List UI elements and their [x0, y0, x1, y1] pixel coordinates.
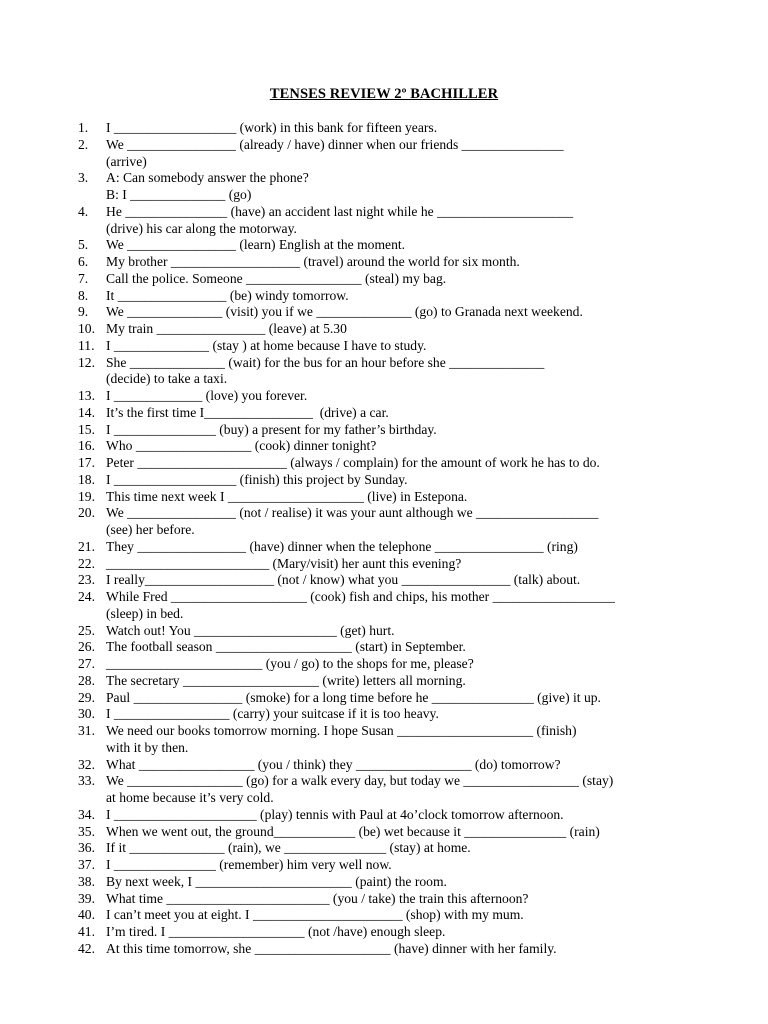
item-text: It’s the first time I________________ (drive) a car.	[106, 404, 389, 420]
item-number	[78, 740, 106, 757]
item-number: 1.	[78, 120, 89, 135]
item-number: 42.	[78, 940, 95, 956]
item-text: This time next week I ____________________ (live) in Estepona.	[106, 488, 468, 504]
exercise-item	[78, 589, 698, 606]
item-number: 41.	[78, 924, 95, 939]
item-text: What time ________________________ (you / take) the train this afternoon?	[106, 890, 529, 906]
exercise-item	[78, 271, 698, 288]
item-text: While Fred ____________________ (cook) fish and chips, his mother __________________	[106, 589, 615, 604]
exercise-item	[78, 656, 698, 673]
exercise-item-continuation	[78, 221, 698, 238]
exercise-item	[78, 472, 698, 489]
item-number: 21.	[78, 538, 95, 554]
exercise-item	[78, 254, 698, 271]
item-number	[78, 522, 106, 539]
item-number: 13.	[78, 388, 95, 403]
item-text: Who _________________ (cook) dinner tonight?	[106, 438, 377, 454]
item-text: When we went out, the ground____________ (be) wet because it _______________ (rain)	[106, 823, 600, 839]
exercise-item	[78, 489, 698, 506]
exercise-item	[78, 773, 698, 790]
item-number: 27.	[78, 656, 95, 671]
item-text: We ________________ (not / realise) it was your aunt although we __________________	[106, 505, 599, 521]
item-text: My brother ___________________ (travel) around the world for six month.	[106, 254, 520, 269]
exercise-item	[78, 907, 698, 924]
exercise-item	[78, 840, 698, 857]
item-text: at home because it’s very cold.	[106, 790, 274, 805]
item-number: 32.	[78, 756, 95, 772]
item-number: 14.	[78, 404, 95, 420]
item-number: 30.	[78, 706, 95, 722]
item-text: We need our books tomorrow morning. I hope Susan ____________________ (finish)	[106, 723, 577, 738]
item-number: 22.	[78, 555, 95, 571]
exercise-item-continuation	[78, 522, 698, 539]
item-number: 26.	[78, 639, 95, 655]
item-text: (decide) to take a taxi.	[106, 371, 228, 387]
item-number: 23.	[78, 572, 95, 588]
exercise-item-continuation	[78, 187, 698, 204]
item-number: 9.	[78, 304, 89, 320]
item-number	[78, 606, 106, 623]
item-text: A: Can somebody answer the phone?	[106, 170, 309, 186]
item-text: (drive) his car along the motorway.	[106, 220, 297, 236]
item-text: I _____________ (love) you forever.	[106, 388, 308, 403]
exercise-item-continuation	[78, 740, 698, 757]
item-number: 11.	[78, 337, 95, 353]
item-number: 38.	[78, 873, 95, 889]
item-text: If it ______________ (rain), we _______________ (stay) at home.	[106, 840, 471, 856]
item-number	[78, 187, 106, 204]
exercise-item	[78, 572, 698, 589]
exercise-item	[78, 690, 698, 707]
exercise-item	[78, 941, 698, 958]
item-text: We ________________ (learn) English at the moment.	[106, 237, 406, 253]
item-text: My train ________________ (leave) at 5.30	[106, 321, 347, 336]
exercise-item	[78, 556, 698, 573]
exercise-item	[78, 438, 698, 455]
exercise-item-continuation	[78, 371, 698, 388]
exercise-item	[78, 422, 698, 439]
item-text: I _______________ (remember) him very well now.	[106, 857, 392, 872]
item-text: Peter ______________________ (always / complain) for the amount of work he has to do.	[106, 455, 600, 470]
item-number: 36.	[78, 840, 95, 856]
item-text: B: I ______________ (go)	[106, 187, 252, 202]
item-text: I really___________________ (not / know) what you ________________ (talk) about.	[106, 572, 581, 588]
item-text: Paul ________________ (smoke) for a long time before he _______________ (give) it up.	[106, 689, 601, 705]
exercise-item	[78, 288, 698, 305]
exercise-item	[78, 639, 698, 656]
item-number: 35.	[78, 823, 95, 839]
item-text: At this time tomorrow, she ____________________ (have) dinner with her family.	[106, 940, 557, 956]
item-text: We ______________ (visit) you if we ______________ (go) to Granada next weekend.	[106, 304, 583, 320]
item-text: The football season ____________________ (start) in September.	[106, 639, 466, 655]
item-number: 34.	[78, 806, 95, 822]
exercise-item	[78, 137, 698, 154]
item-text: They ________________ (have) dinner when the telephone ________________ (ring)	[106, 538, 578, 554]
item-number: 10.	[78, 321, 95, 336]
item-text: We ________________ (already / have) dinner when our friends _______________	[106, 136, 564, 152]
exercise-item	[78, 539, 698, 556]
item-number: 3.	[78, 170, 89, 186]
item-number: 5.	[78, 237, 89, 253]
exercise-item-continuation	[78, 790, 698, 807]
item-text: Call the police. Someone _________________ (steal) my bag.	[106, 270, 447, 286]
item-number	[78, 790, 106, 807]
item-text: with it by then.	[106, 739, 189, 755]
exercise-item	[78, 757, 698, 774]
item-number	[78, 371, 106, 388]
exercise-item	[78, 170, 698, 187]
page-title: TENSES REVIEW 2º BACHILLER	[269, 86, 499, 102]
item-text: We _________________ (go) for a walk every day, but today we _________________ (stay)	[106, 773, 614, 789]
item-text: The secretary ____________________ (write) letters all morning.	[106, 672, 466, 688]
exercise-item	[78, 355, 698, 372]
item-number: 2.	[78, 136, 89, 152]
exercise-item	[78, 237, 698, 254]
exercise-item	[78, 874, 698, 891]
item-number: 7.	[78, 270, 89, 286]
exercise-item	[78, 623, 698, 640]
item-number: 6.	[78, 254, 89, 269]
item-text: I _____________________ (play) tennis with Paul at 4o’clock tomorrow afternoon.	[106, 806, 564, 822]
exercise-item	[78, 673, 698, 690]
item-number: 39.	[78, 890, 95, 906]
item-text: (arrive)	[106, 153, 147, 169]
item-number: 18.	[78, 471, 95, 487]
item-number: 19.	[78, 488, 95, 504]
exercise-item	[78, 807, 698, 824]
item-number: 16.	[78, 438, 95, 454]
item-text: _______________________ (you / go) to the shops for me, please?	[106, 656, 474, 671]
item-number: 15.	[78, 421, 95, 437]
item-number: 4.	[78, 203, 89, 219]
exercise-item	[78, 120, 698, 137]
item-number: 28.	[78, 672, 95, 688]
exercise-item	[78, 723, 698, 740]
exercise-item	[78, 304, 698, 321]
exercise-item	[78, 338, 698, 355]
exercise-item	[78, 824, 698, 841]
exercise-item	[78, 924, 698, 941]
item-text: I’m tired. I ____________________ (not /have) enough sleep.	[106, 924, 446, 939]
exercise-list	[78, 120, 698, 958]
item-number: 31.	[78, 723, 95, 738]
item-text: I __________________ (work) in this bank for fifteen years.	[106, 120, 438, 135]
item-text: I _______________ (buy) a present for my father’s birthday.	[106, 421, 437, 437]
item-text: What _________________ (you / think) they _________________ (do) tomorrow?	[106, 756, 561, 772]
exercise-item	[78, 204, 698, 221]
item-text: I can’t meet you at eight. I ______________________ (shop) with my mum.	[106, 907, 524, 923]
item-number: 24.	[78, 589, 95, 604]
item-text: (see) her before.	[106, 522, 195, 537]
item-text: He _______________ (have) an accident last night while he ____________________	[106, 203, 574, 219]
item-number: 37.	[78, 857, 95, 872]
item-text: It ________________ (be) windy tomorrow.	[106, 287, 349, 303]
exercise-item	[78, 857, 698, 874]
exercise-item	[78, 505, 698, 522]
item-text: She ______________ (wait) for the bus for an hour before she ______________	[106, 354, 545, 370]
item-number: 17.	[78, 455, 95, 470]
item-number: 33.	[78, 773, 95, 789]
item-text: (sleep) in bed.	[106, 605, 184, 621]
item-number: 25.	[78, 622, 95, 638]
item-number: 8.	[78, 287, 89, 303]
item-text: I ______________ (stay ) at home because I have to study.	[106, 337, 427, 353]
item-text: ________________________ (Mary/visit) her aunt this evening?	[106, 555, 462, 571]
item-number	[78, 221, 106, 238]
item-text: I _________________ (carry) your suitcase if it is too heavy.	[106, 706, 439, 722]
item-text: Watch out! You _____________________ (get) hurt.	[106, 622, 395, 638]
exercise-item	[78, 455, 698, 472]
exercise-item-continuation	[78, 606, 698, 623]
exercise-item	[78, 706, 698, 723]
item-text: By next week, I _______________________ (paint) the room.	[106, 873, 447, 889]
item-text: I __________________ (finish) this project by Sunday.	[106, 471, 408, 487]
exercise-item-continuation	[78, 154, 698, 171]
exercise-item	[78, 405, 698, 422]
item-number: 40.	[78, 907, 95, 923]
exercise-item	[78, 891, 698, 908]
item-number	[78, 154, 106, 171]
item-number: 12.	[78, 354, 95, 370]
exercise-item	[78, 388, 698, 405]
item-number: 20.	[78, 505, 95, 521]
item-number: 29.	[78, 689, 95, 705]
exercise-item	[78, 321, 698, 338]
